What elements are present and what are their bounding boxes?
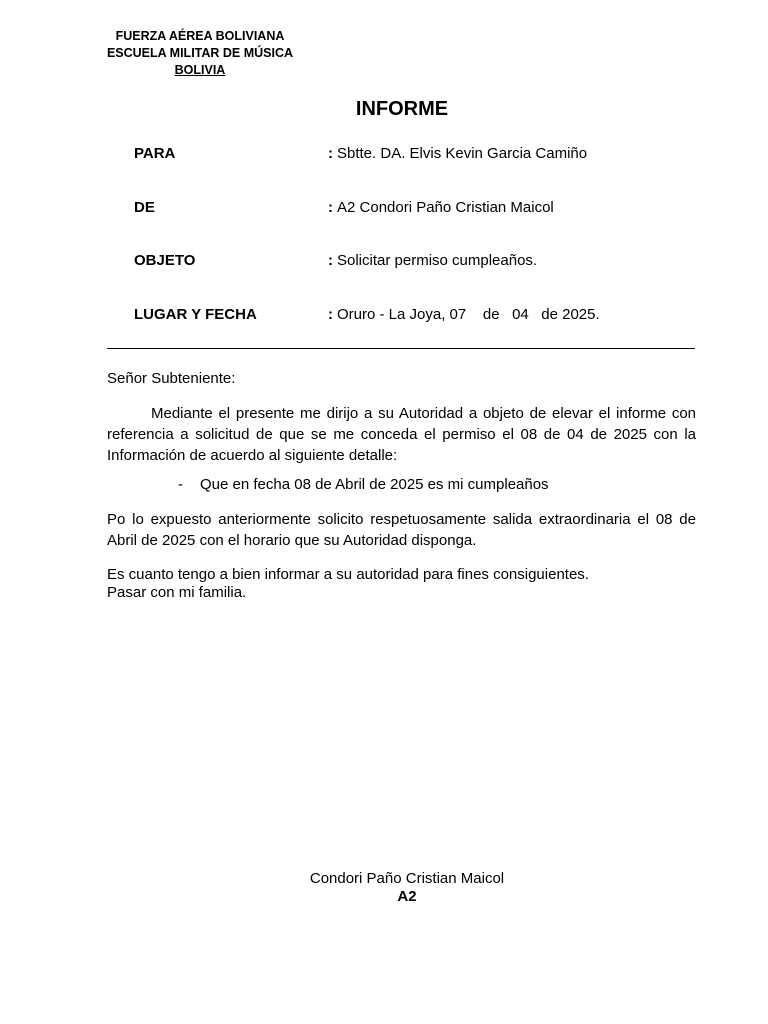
field-value: Oruro - La Joya, 07 de 04 de 2025. [337, 306, 600, 323]
field-colon: : [328, 306, 333, 323]
field-label: DE [134, 199, 155, 216]
field-label: OBJETO [134, 252, 196, 269]
org-name-line-1: FUERZA AÉREA BOLIVIANA [115, 29, 285, 43]
body-paragraph-2: Po lo expuesto anteriormente solicito respetuosamente salida extraordinaria el 08 de Abril de 2025 con el horario que su Autoridad disponga. [107, 511, 696, 549]
signer-rank: A2 [397, 888, 417, 905]
letterhead [100, 28, 300, 79]
salutation: Señor Subteniente: [107, 370, 236, 387]
bullet-marker: - [178, 476, 183, 493]
field-label: PARA [134, 145, 176, 162]
org-name-line-2: ESCUELA MILITAR DE MÚSICA [106, 46, 294, 60]
document-title: INFORME [355, 98, 449, 120]
divider-line [107, 348, 695, 349]
field-value: Sbtte. DA. Elvis Kevin Garcia Camiño [337, 145, 588, 162]
field-para [134, 145, 734, 165]
closing-line-1: Es cuanto tengo a bien informar a su autoridad para fines consiguientes. [107, 566, 589, 583]
bullet-text: Que en fecha 08 de Abril de 2025 es mi cumpleaños [200, 476, 549, 493]
signature-block [300, 870, 514, 906]
field-value: A2 Condori Paño Cristian Maicol [337, 199, 554, 216]
body-paragraph-1: Mediante el presente me dirijo a su Autoridad a objeto de elevar el informe con referencia a solicitud de que se me conceda el permiso el 08 de 04 de 2025 con la Información de acuerdo al siguiente detalle: [107, 405, 696, 464]
org-country: BOLIVIA [174, 63, 226, 77]
field-objeto [134, 252, 734, 272]
closing-line-2: Pasar con mi familia. [107, 584, 247, 601]
field-colon: : [328, 199, 333, 216]
closing-block [107, 566, 589, 602]
field-label: LUGAR Y FECHA [134, 306, 257, 323]
field-value: Solicitar permiso cumpleaños. [337, 252, 538, 269]
signer-name: Condori Paño Cristian Maicol [309, 870, 505, 887]
field-colon: : [328, 145, 333, 162]
field-de [134, 199, 734, 219]
field-lugar-fecha [134, 306, 734, 326]
field-colon: : [328, 252, 333, 269]
